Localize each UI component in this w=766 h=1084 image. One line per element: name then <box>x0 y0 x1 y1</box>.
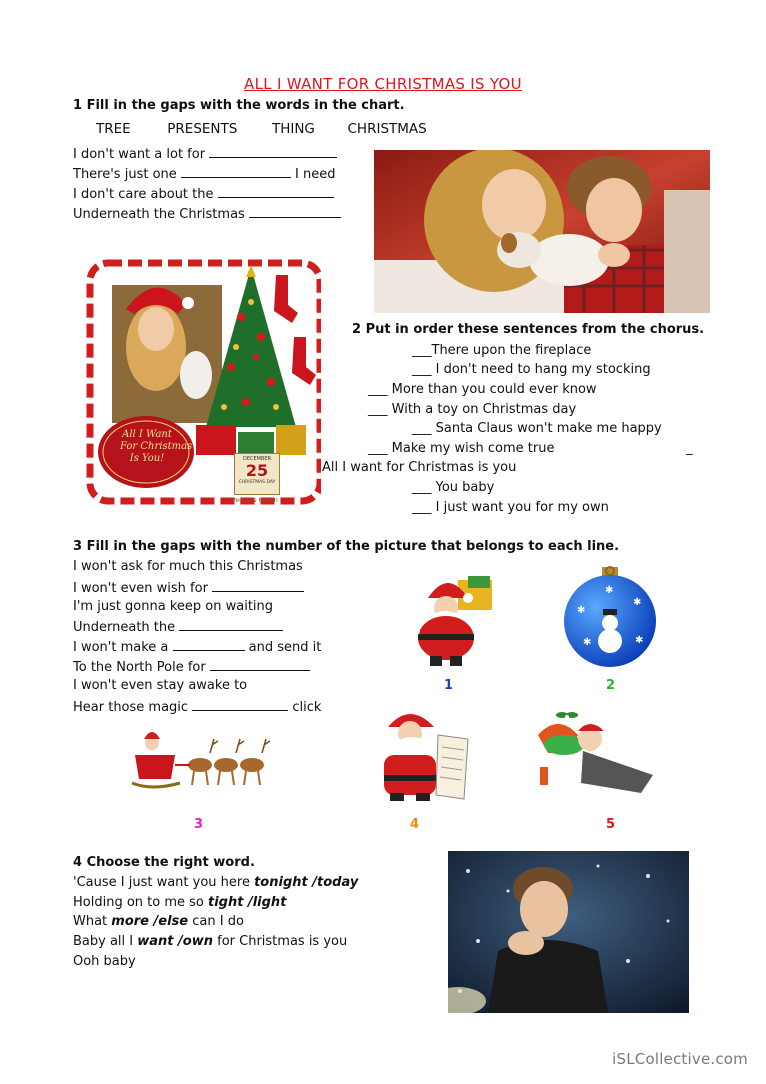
lyric-text: To the North Pole for <box>73 660 206 675</box>
svg-text:✱: ✱ <box>605 585 614 596</box>
lyric-line <box>73 698 321 715</box>
mistletoe-picture <box>528 705 660 797</box>
card-line: Is You! <box>129 453 165 464</box>
lyric-line <box>73 579 304 596</box>
chorus-line[interactable]: ___ I just want you for my own <box>412 500 609 515</box>
word-choice[interactable]: want /own <box>137 934 213 949</box>
singers-photo <box>374 150 710 313</box>
santa-list-picture <box>368 705 480 803</box>
lyric-text: I won't even wish for <box>73 581 208 596</box>
lyric-text: Underneath the <box>73 620 176 635</box>
picture-number: 5 <box>606 817 616 832</box>
singer-snow-photo <box>448 851 689 1013</box>
answer-gap[interactable] <box>218 185 334 198</box>
lyric-text: Baby all I <box>73 934 138 949</box>
chart-word: PRESENTS <box>167 121 238 137</box>
chorus-line[interactable]: ___ You baby <box>412 480 495 495</box>
svg-text:✱: ✱ <box>635 635 644 646</box>
chorus-line[interactable]: ___ With a toy on Christmas day <box>368 402 577 417</box>
lyric-line <box>73 954 136 969</box>
lyric-line <box>73 599 273 614</box>
lyric-text: click <box>292 700 322 715</box>
word-chart <box>96 121 427 137</box>
answer-gap[interactable] <box>181 165 291 178</box>
answer-gap[interactable] <box>192 698 288 711</box>
answer-gap[interactable] <box>173 638 245 651</box>
word-choice[interactable]: tonight /today <box>254 875 359 890</box>
chart-word: TREE <box>96 121 131 137</box>
lyric-line <box>73 638 321 655</box>
lyric-line <box>73 165 336 182</box>
lyric-text: Ooh baby <box>73 954 136 969</box>
section3-heading: 3 Fill in the gaps with the number of the picture that belongs to each line. <box>73 539 620 554</box>
lyric-line <box>73 914 244 929</box>
answer-gap[interactable] <box>209 145 337 158</box>
chart-word: CHRISTMAS <box>347 121 427 137</box>
worksheet-title: ALL I WANT FOR CHRISTMAS IS YOU <box>244 75 522 93</box>
lyric-line <box>73 559 303 574</box>
chart-word: THING <box>271 121 315 137</box>
chorus-line[interactable]: ___ Santa Claus won't make me happy <box>412 421 662 436</box>
answer-gap[interactable] <box>212 579 304 592</box>
svg-text:✱: ✱ <box>633 597 642 608</box>
picture-number: 1 <box>444 678 454 693</box>
answer-gap[interactable] <box>249 205 341 218</box>
lyric-line <box>73 678 247 693</box>
card-line: All I Want <box>122 429 172 440</box>
site-watermark: iSLCollective.com <box>612 1050 748 1068</box>
svg-text:✱: ✱ <box>577 605 586 616</box>
santa-presents-picture <box>398 568 500 666</box>
lyric-text: and send it <box>248 640 322 655</box>
lyric-line <box>73 618 283 635</box>
section2-heading: 2 Put in order these sentences from the chorus. <box>352 322 705 337</box>
chorus-line[interactable]: ___ I don't need to hang my stocking <box>412 362 651 377</box>
picture-number: 2 <box>606 678 616 693</box>
picture-number: 3 <box>194 817 204 832</box>
lyric-text: I'm just gonna keep on waiting <box>73 599 274 614</box>
section1-heading: 1 Fill in the gaps with the words in the chart. <box>73 98 405 113</box>
lyric-text: Hear those magic <box>73 700 189 715</box>
lyric-text: What <box>73 914 112 929</box>
word-choice[interactable]: tight /light <box>208 895 287 910</box>
lyric-line <box>73 875 358 890</box>
sleigh-reindeer-picture <box>130 725 280 795</box>
lyric-text: There's just one <box>73 167 177 182</box>
christmas-card-picture <box>86 257 321 509</box>
stray-mark: _ <box>686 441 693 456</box>
word-choice[interactable]: more /else <box>111 914 189 929</box>
section4-heading: 4 Choose the right word. <box>73 855 255 870</box>
calendar-month: DECEMBER <box>242 456 272 462</box>
card-line: For Christmas <box>120 441 193 452</box>
lyric-text: Holding on to me so <box>73 895 208 910</box>
lyric-line <box>73 895 286 910</box>
svg-text:✱: ✱ <box>583 637 592 648</box>
answer-gap[interactable] <box>210 658 310 671</box>
lyric-text: I need <box>295 167 336 182</box>
chorus-line[interactable]: ___There upon the fireplace <box>412 343 592 358</box>
calendar-caption: CHRISTMAS DAY <box>238 480 276 485</box>
card-text <box>120 429 193 465</box>
lyric-line <box>73 185 334 202</box>
card-credit: Pegasus Haven <box>232 497 278 504</box>
picture-number: 4 <box>410 817 420 832</box>
lyric-text: I don't want a lot for <box>73 147 206 162</box>
ornament-picture <box>555 563 665 667</box>
lyric-text: Underneath the Christmas <box>73 207 245 222</box>
chorus-line[interactable]: ___ Make my wish come true <box>368 441 555 456</box>
calendar-page <box>234 453 280 495</box>
lyric-text: I won't ask for much this Christmas <box>73 559 303 574</box>
lyric-text: I don't care about the <box>73 187 214 202</box>
lyric-line <box>73 145 337 162</box>
calendar-day: 25 <box>245 461 269 480</box>
lyric-line <box>73 658 310 675</box>
answer-gap[interactable] <box>179 618 283 631</box>
lyric-text: 'Cause I just want you here <box>73 875 255 890</box>
lyric-text: I won't even stay awake to <box>73 678 248 693</box>
lyric-text: for Christmas is you <box>213 934 348 949</box>
lyric-text: I won't make a <box>73 640 169 655</box>
chorus-line: All I want for Christmas is you <box>322 460 517 475</box>
lyric-text: can I do <box>188 914 244 929</box>
chorus-line[interactable]: ___ More than you could ever know <box>368 382 597 397</box>
lyric-line <box>73 205 341 222</box>
lyric-line <box>73 934 347 949</box>
